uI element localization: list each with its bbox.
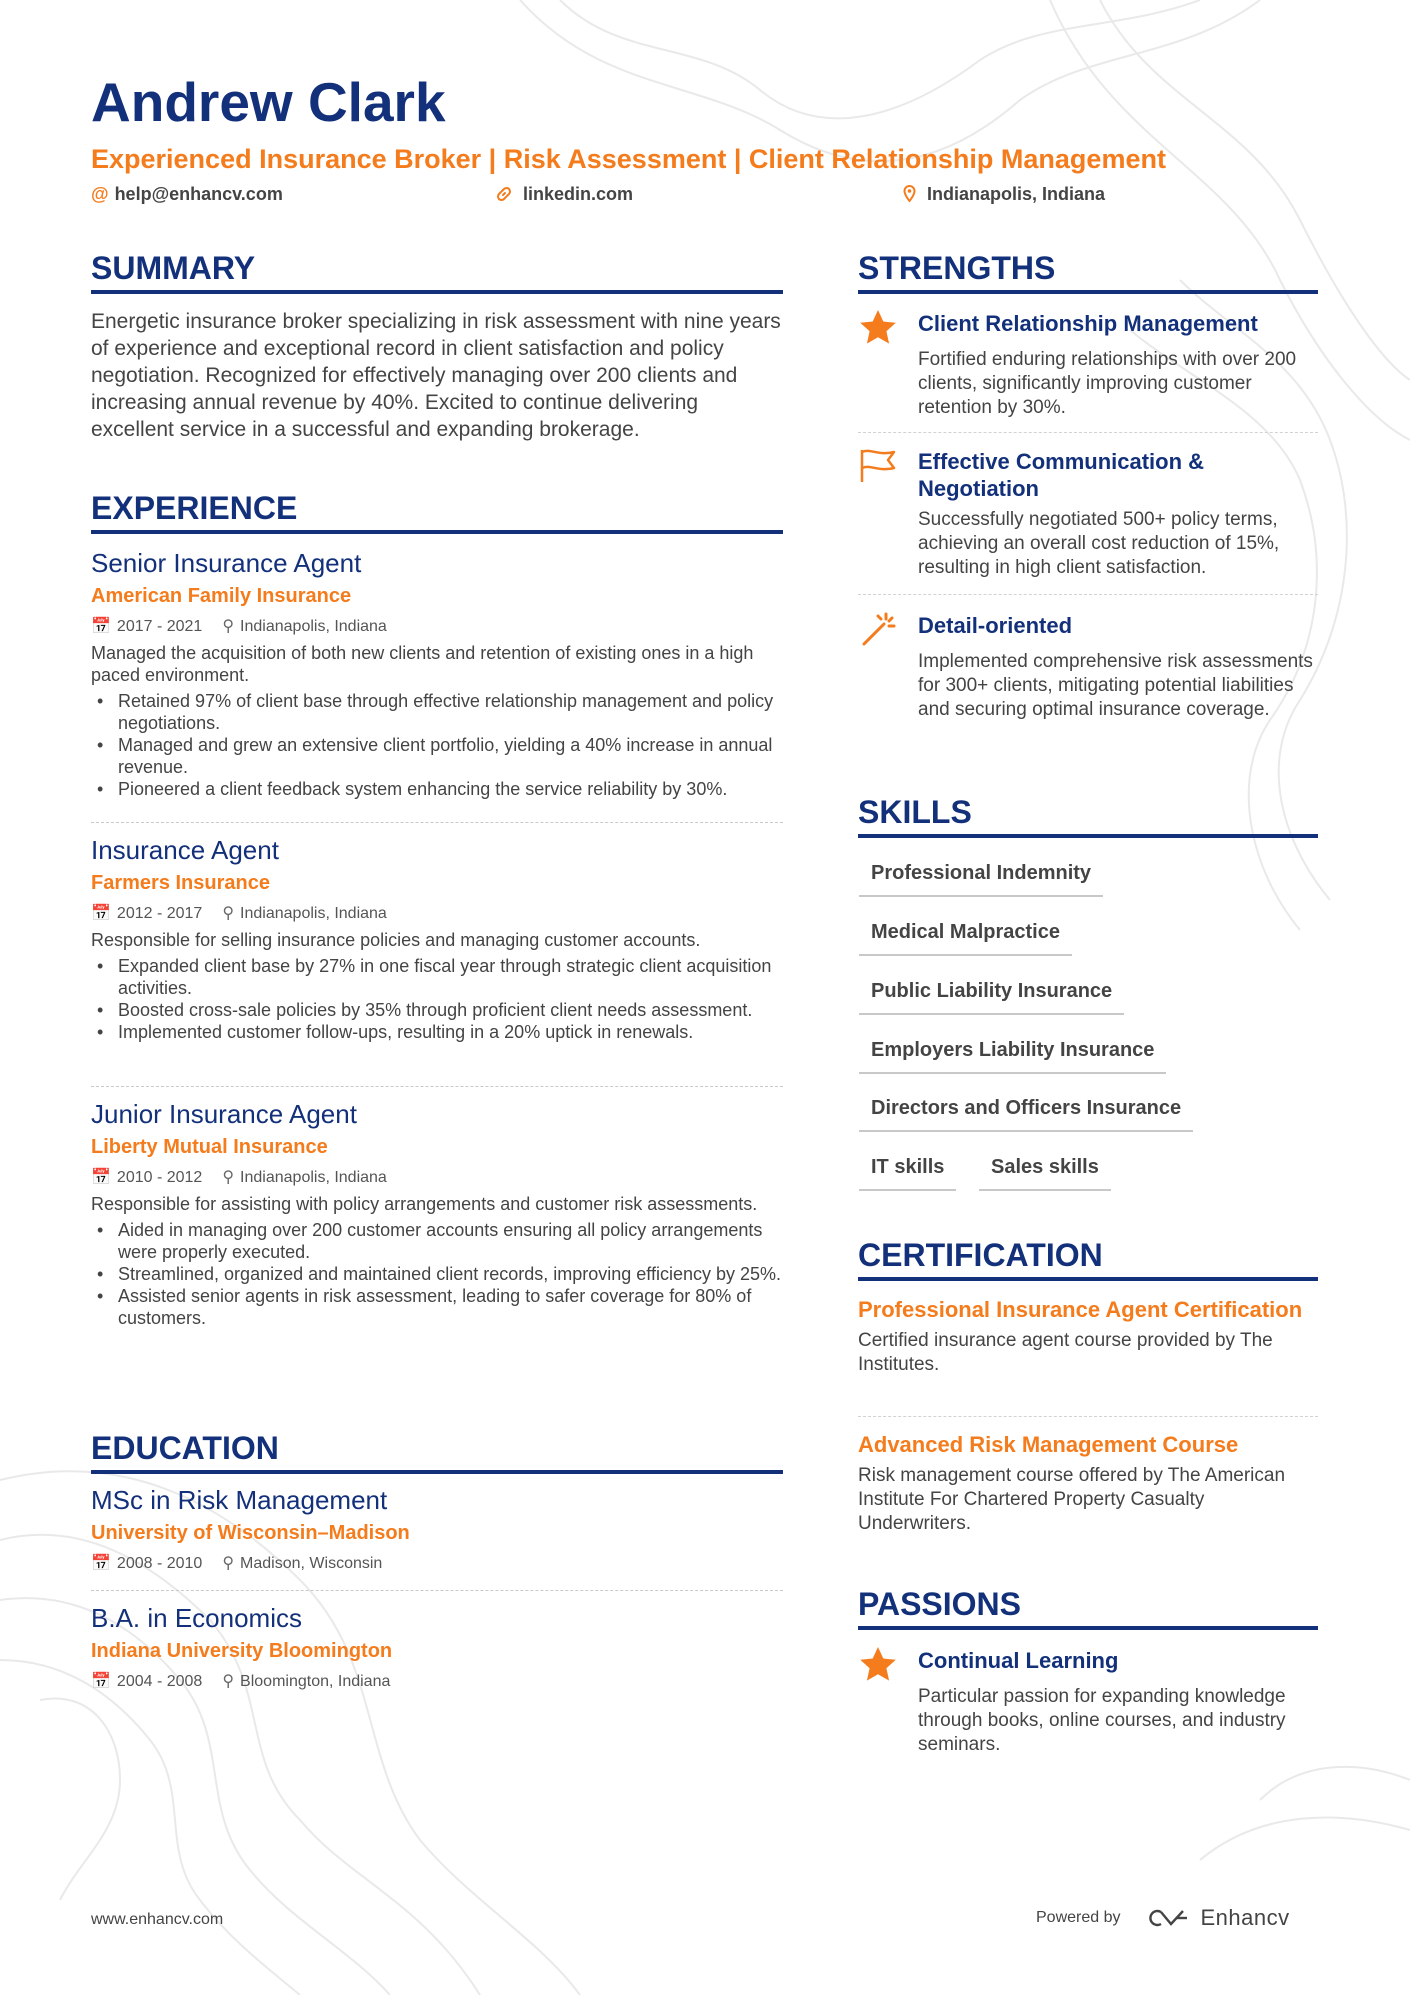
job-bullet: • Pioneered a client feedback system enhancing the service reliability by 30%. bbox=[91, 778, 783, 800]
email-text: help@enhancv.com bbox=[114, 184, 283, 204]
school-name: Indiana University Bloomington bbox=[91, 1640, 393, 1662]
job-bullet: • Implemented customer follow-ups, resulting in a 20% uptick in renewals. bbox=[91, 1021, 783, 1043]
location-pin-icon: ⚲ bbox=[222, 1169, 235, 1186]
experience-entry bbox=[91, 835, 783, 1043]
star-icon bbox=[858, 1645, 898, 1685]
degree-title: MSc in Risk Management bbox=[91, 1485, 388, 1515]
education-entry bbox=[91, 1603, 783, 1697]
experience-rule bbox=[91, 530, 783, 534]
job-bullet: • Retained 97% of client base through effective relationship management and policy negotiations. bbox=[91, 690, 783, 734]
job-company: Liberty Mutual Insurance bbox=[91, 1136, 328, 1158]
location-pin-icon: ⚲ bbox=[222, 905, 235, 922]
job-bullet: • Managed and grew an extensive client portfolio, yielding a 40% increase in annual revenue. bbox=[91, 734, 783, 778]
skill-tag: Professional Indemnity bbox=[859, 862, 1103, 897]
job-bullet: • Assisted senior agents in risk assessment, leading to safer coverage for 80% of customers. bbox=[91, 1285, 783, 1329]
certification-description: Risk management course offered by The American Institute For Chartered Property Casualty Underwriters. bbox=[858, 1465, 1286, 1534]
job-bullet: • Streamlined, organized and maintained client records, improving efficiency by 25%. bbox=[91, 1263, 783, 1285]
certification-heading: CERTIFICATION bbox=[858, 1237, 1103, 1273]
strengths-heading: STRENGTHS bbox=[858, 250, 1056, 286]
calendar-icon: 📅 bbox=[91, 1555, 111, 1572]
job-description: Managed the acquisition of both new clients and retention of existing ones in a high paced environment. bbox=[91, 643, 754, 685]
skill-tag: Directors and Officers Insurance bbox=[859, 1097, 1193, 1132]
location-text: Indianapolis, Indiana bbox=[927, 184, 1106, 204]
job-bullet: • Expanded client base by 27% in one fiscal year through strategic client acquisition activities. bbox=[91, 955, 783, 999]
magic-wand-icon bbox=[858, 610, 898, 650]
job-company: Farmers Insurance bbox=[91, 872, 270, 894]
contact-linkedin[interactable] bbox=[496, 184, 633, 205]
summary-rule bbox=[91, 290, 783, 294]
education-meta bbox=[91, 1671, 783, 1691]
linkedin-text: linkedin.com bbox=[523, 184, 634, 204]
skill-tag: Sales skills bbox=[979, 1156, 1111, 1191]
passion-item bbox=[858, 1645, 1318, 1765]
location-pin-icon: ⚲ bbox=[222, 1673, 235, 1690]
summary-heading: SUMMARY bbox=[91, 250, 256, 286]
skill-tag: IT skills bbox=[859, 1156, 956, 1191]
strength-item bbox=[858, 446, 1318, 586]
summary-text: Energetic insurance broker specializing in risk assessment with nine years of experience and exceptional record in client satisfaction and policy negotiation. Recognized for effectively managing over 200 clients and increasing annual revenue by 40%. Excited to continue delivering excellent service in a successful and expanding brokerage. bbox=[91, 310, 781, 441]
candidate-headline: Experienced Insurance Broker | Risk Assessment | Client Relationship Management bbox=[91, 144, 1166, 174]
skills-rule bbox=[858, 834, 1318, 838]
link-icon bbox=[496, 184, 517, 204]
job-meta bbox=[91, 1167, 783, 1187]
certification-rule bbox=[858, 1277, 1318, 1281]
education-rule bbox=[91, 1470, 783, 1474]
job-location: Indianapolis, Indiana bbox=[240, 905, 387, 922]
job-bullets bbox=[91, 1219, 783, 1329]
candidate-name: Andrew Clark bbox=[91, 71, 446, 133]
skill-tag: Employers Liability Insurance bbox=[859, 1039, 1166, 1074]
certification-description: Certified insurance agent course provided by The Institutes. bbox=[858, 1330, 1273, 1375]
education-meta bbox=[91, 1553, 783, 1573]
strengths-rule bbox=[858, 290, 1318, 294]
passion-description: Particular passion for expanding knowledge through books, online courses, and industry seminars. bbox=[918, 1686, 1286, 1755]
experience-entry bbox=[91, 1099, 783, 1329]
certification-title: Professional Insurance Agent Certification bbox=[858, 1297, 1303, 1322]
calendar-icon: 📅 bbox=[91, 905, 111, 922]
entry-separator bbox=[91, 822, 783, 823]
location-pin-icon bbox=[903, 184, 921, 204]
job-bullets bbox=[91, 955, 783, 1043]
entry-separator bbox=[858, 1416, 1318, 1417]
job-dates: 2010 - 2012 bbox=[116, 1169, 203, 1186]
skills-heading: SKILLS bbox=[858, 794, 972, 830]
enhancv-logo-icon bbox=[1147, 1907, 1193, 1929]
summary-section bbox=[91, 308, 783, 443]
strength-title: Client Relationship Management bbox=[918, 311, 1258, 336]
powered-by-label: Powered by bbox=[1036, 1909, 1121, 1926]
contact-email[interactable] bbox=[91, 184, 283, 205]
entry-separator bbox=[858, 432, 1318, 433]
strength-description: Implemented comprehensive risk assessments for 300+ clients, mitigating potential liabilities and securing optimal insurance coverage. bbox=[918, 651, 1313, 720]
education-heading: EDUCATION bbox=[91, 1430, 279, 1466]
job-company: American Family Insurance bbox=[91, 585, 352, 607]
footer-website[interactable]: www.enhancv.com bbox=[91, 1911, 224, 1928]
job-bullet: • Boosted cross-sale policies by 35% through proficient client needs assessment. bbox=[91, 999, 783, 1021]
strength-description: Successfully negotiated 500+ policy terms, achieving an overall cost reduction of 15%, resulting in high client satisfaction. bbox=[918, 509, 1280, 578]
passions-rule bbox=[858, 1626, 1318, 1630]
education-location: Bloomington, Indiana bbox=[240, 1673, 391, 1690]
calendar-icon: 📅 bbox=[91, 1169, 111, 1186]
job-location: Indianapolis, Indiana bbox=[240, 618, 387, 635]
entry-separator bbox=[858, 594, 1318, 595]
location-pin-icon: ⚲ bbox=[222, 618, 235, 635]
job-title: Senior Insurance Agent bbox=[91, 548, 362, 578]
job-meta bbox=[91, 903, 783, 923]
job-meta bbox=[91, 616, 783, 636]
education-location: Madison, Wisconsin bbox=[240, 1555, 383, 1572]
strength-description: Fortified enduring relationships with over 200 clients, significantly improving customer retention by 30%. bbox=[918, 349, 1297, 418]
entry-separator bbox=[91, 1590, 783, 1591]
certification-title: Advanced Risk Management Course bbox=[858, 1432, 1239, 1457]
certification-entry bbox=[858, 1431, 1318, 1536]
calendar-icon: 📅 bbox=[91, 1673, 111, 1690]
brand-name: Enhancv bbox=[1200, 1905, 1290, 1930]
experience-entry bbox=[91, 548, 783, 800]
skill-tag: Medical Malpractice bbox=[859, 921, 1072, 956]
experience-heading: EXPERIENCE bbox=[91, 490, 298, 526]
job-dates: 2012 - 2017 bbox=[116, 905, 203, 922]
at-sign-icon: @ bbox=[91, 184, 109, 204]
education-dates: 2004 - 2008 bbox=[116, 1673, 203, 1690]
job-dates: 2017 - 2021 bbox=[116, 618, 203, 635]
location-pin-icon: ⚲ bbox=[222, 1555, 235, 1572]
strength-item bbox=[858, 610, 1318, 750]
education-dates: 2008 - 2010 bbox=[116, 1555, 203, 1572]
job-bullets bbox=[91, 690, 783, 800]
education-entry bbox=[91, 1485, 783, 1579]
star-icon bbox=[858, 308, 898, 348]
footer-brand[interactable] bbox=[1036, 1905, 1290, 1931]
job-location: Indianapolis, Indiana bbox=[240, 1169, 387, 1186]
job-description: Responsible for assisting with policy arrangements and customer risk assessments. bbox=[91, 1194, 758, 1214]
school-name: University of Wisconsin–Madison bbox=[91, 1522, 410, 1544]
entry-separator bbox=[91, 1086, 783, 1087]
job-title: Insurance Agent bbox=[91, 835, 279, 865]
job-title: Junior Insurance Agent bbox=[91, 1099, 357, 1129]
passion-title: Continual Learning bbox=[918, 1648, 1119, 1673]
passions-heading: PASSIONS bbox=[858, 1586, 1021, 1622]
strength-title: Effective Communication & Negotiation bbox=[918, 449, 1205, 501]
strength-item bbox=[858, 308, 1318, 428]
job-description: Responsible for selling insurance policies and managing customer accounts. bbox=[91, 930, 701, 950]
strength-title: Detail-oriented bbox=[918, 613, 1073, 638]
calendar-icon: 📅 bbox=[91, 618, 111, 635]
job-bullet: • Aided in managing over 200 customer accounts ensuring all policy arrangements were properly executed. bbox=[91, 1219, 783, 1263]
flag-icon bbox=[858, 446, 898, 486]
certification-entry bbox=[858, 1296, 1318, 1377]
degree-title: B.A. in Economics bbox=[91, 1603, 302, 1633]
contact-location bbox=[903, 184, 1105, 205]
skill-tag: Public Liability Insurance bbox=[859, 980, 1124, 1015]
